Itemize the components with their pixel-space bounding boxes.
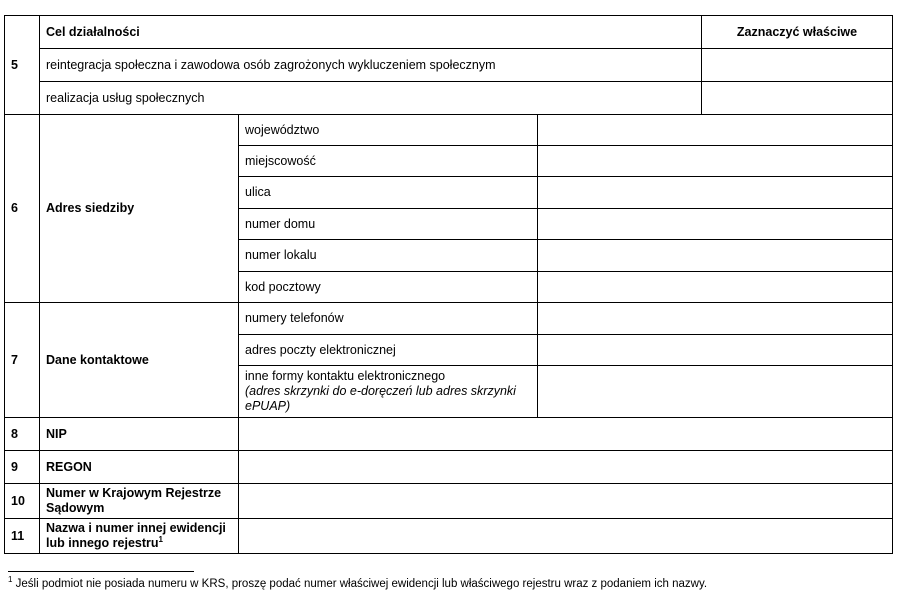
sec6-field-label: miejscowość: [239, 146, 538, 177]
sec7-field-input[interactable]: [538, 303, 893, 335]
sec9-number: 9: [5, 451, 40, 484]
sec9-row: [5, 451, 893, 484]
sec6-field-label: numer lokalu: [239, 240, 538, 272]
sec10-input[interactable]: [239, 484, 893, 519]
sec6-label: Adres siedziby: [40, 115, 239, 303]
sec5-option-label: realizacja usług społecznych: [40, 82, 702, 115]
footnote-separator: [8, 571, 194, 572]
sec11-label-cell: [40, 519, 239, 554]
sec7-number: 7: [5, 303, 40, 418]
sec6-field-label: województwo: [239, 115, 538, 146]
sec6-field-input[interactable]: [538, 272, 893, 303]
sec7-field-label: adres poczty elektronicznej: [239, 335, 538, 366]
sec5-option-check-cell[interactable]: [702, 82, 893, 115]
footnote-ref-marker: 1: [158, 534, 163, 544]
sec5-number: 5: [5, 16, 40, 115]
sec6-field-input[interactable]: [538, 146, 893, 177]
sec7-field-note: (adres skrzynki do e-doręczeń lub adres skrzynki ePUAP): [245, 384, 516, 413]
footnote: [8, 575, 708, 590]
sec10-number: 10: [5, 484, 40, 519]
sec8-label: NIP: [40, 418, 239, 451]
sec5-option-check-cell[interactable]: [702, 49, 893, 82]
sec11-number: 11: [5, 519, 40, 554]
sec10-label: Numer w Krajowym Rejestrze Sądowym: [40, 484, 239, 519]
sec6-field-row: [5, 115, 893, 146]
sec5-option-row: [5, 49, 893, 82]
sec6-field-label: numer domu: [239, 209, 538, 240]
sec8-row: [5, 418, 893, 451]
sec8-number: 8: [5, 418, 40, 451]
sec11-label: Nazwa i numer innej ewidencji lub innego rejestru: [46, 521, 226, 550]
sec7-field-input[interactable]: [538, 335, 893, 366]
sec9-label: REGON: [40, 451, 239, 484]
sec5-header-row: [5, 16, 893, 49]
footnote-text: Jeśli podmiot nie posiada numeru w KRS, proszę podać numer właściwej ewidencji lub właściwego rejestru wraz z podaniem ich nazwy.: [15, 578, 708, 590]
sec6-field-input[interactable]: [538, 209, 893, 240]
sec10-row: [5, 484, 893, 519]
sec6-field-label: ulica: [239, 177, 538, 209]
sec11-row: [5, 519, 893, 554]
sec5-option-row: [5, 82, 893, 115]
sec5-header-right: Zaznaczyć właściwe: [702, 16, 893, 49]
sec6-field-input[interactable]: [538, 115, 893, 146]
sec6-number: 6: [5, 115, 40, 303]
sec7-field-label-multiline: [239, 366, 538, 418]
sec7-field-row: [5, 303, 893, 335]
sec7-field-input[interactable]: [538, 366, 893, 418]
sec6-field-input[interactable]: [538, 240, 893, 272]
sec6-field-label: kod pocztowy: [239, 272, 538, 303]
sec5-header-label: Cel działalności: [40, 16, 702, 49]
sec8-input[interactable]: [239, 418, 893, 451]
form-table: [4, 15, 893, 554]
sec5-option-label: reintegracja społeczna i zawodowa osób zagrożonych wykluczeniem społecznym: [40, 49, 702, 82]
sec7-field-label: inne formy kontaktu elektronicznego: [245, 369, 446, 383]
sec6-field-input[interactable]: [538, 177, 893, 209]
sec7-field-label: numery telefonów: [239, 303, 538, 335]
footnote-marker: 1: [8, 575, 13, 585]
sec11-input[interactable]: [239, 519, 893, 554]
sec7-label: Dane kontaktowe: [40, 303, 239, 418]
sec9-input[interactable]: [239, 451, 893, 484]
